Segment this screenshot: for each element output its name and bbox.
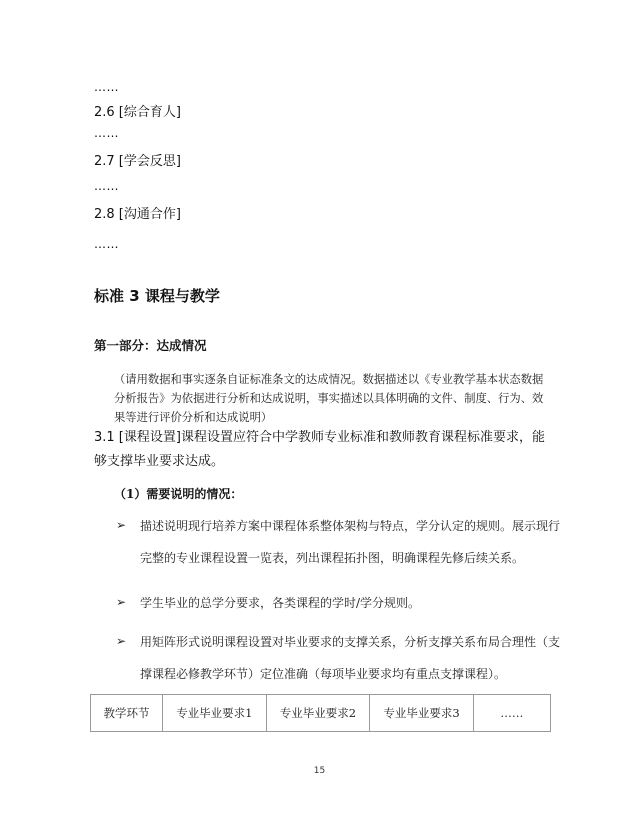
bullet-arrow-icon: ➢ — [116, 634, 127, 648]
ellipsis-4: …… — [94, 237, 119, 251]
ellipsis-2: …… — [94, 126, 119, 140]
item-2-8: 2.8 [沟通合作] — [94, 207, 181, 222]
item-2-7: 2.7 [学会反思] — [94, 154, 181, 169]
page-number: 15 — [313, 766, 326, 776]
ellipsis-3: …… — [94, 179, 119, 193]
sub-heading: （1）需要说明的情况： — [114, 487, 243, 501]
instruction-note: （请用数据和事实逐条自证标准条文的达成情况。数据描述以《专业教学基本状态数据分析报告》为依据进行分析和达成说明，事实描述以具体明确的文件、制度、行为、效果等进行评价分析和达成说明） — [114, 373, 544, 424]
table-header-cell: 教学环节 — [91, 695, 163, 732]
bullet-text: 学生毕业的总学分要求，各类课程的学时/学分规则。 — [140, 596, 421, 610]
table-header-cell: 专业毕业要求2 — [266, 695, 370, 732]
bullet-arrow-icon: ➢ — [116, 518, 127, 532]
table-row — [91, 695, 551, 732]
table-header-cell: 专业毕业要求1 — [163, 695, 267, 732]
table-header-cell: …… — [473, 695, 550, 732]
bullet-text: 用矩阵形式说明课程设置对毕业要求的支撑关系，分析支撑关系布局合理性（支撑课程必修教学环节）定位准确（每项毕业要求均有重点支撑课程）。 — [140, 635, 561, 681]
bullet-arrow-icon: ➢ — [116, 595, 127, 609]
bullet-text: 描述说明现行培养方案中课程体系整体架构与特点，学分认定的规则。展示现行完整的专业课程设置一览表，列出课程拓扑图，明确课程先修后续关系。 — [140, 519, 561, 565]
table-header-cell: 专业毕业要求3 — [370, 695, 474, 732]
standard-heading: 标准 3 课程与教学 — [94, 287, 220, 305]
part-heading: 第一部分：达成情况 — [94, 338, 207, 353]
support-matrix-table — [90, 694, 551, 732]
section-3-1: 3.1 [课程设置]课程设置应符合中学教师专业标准和教师教育课程标准要求，能够支撑毕业要求达成。 — [94, 430, 545, 469]
item-2-6: 2.6 [综合育人] — [94, 105, 181, 120]
ellipsis-1: …… — [94, 80, 119, 94]
